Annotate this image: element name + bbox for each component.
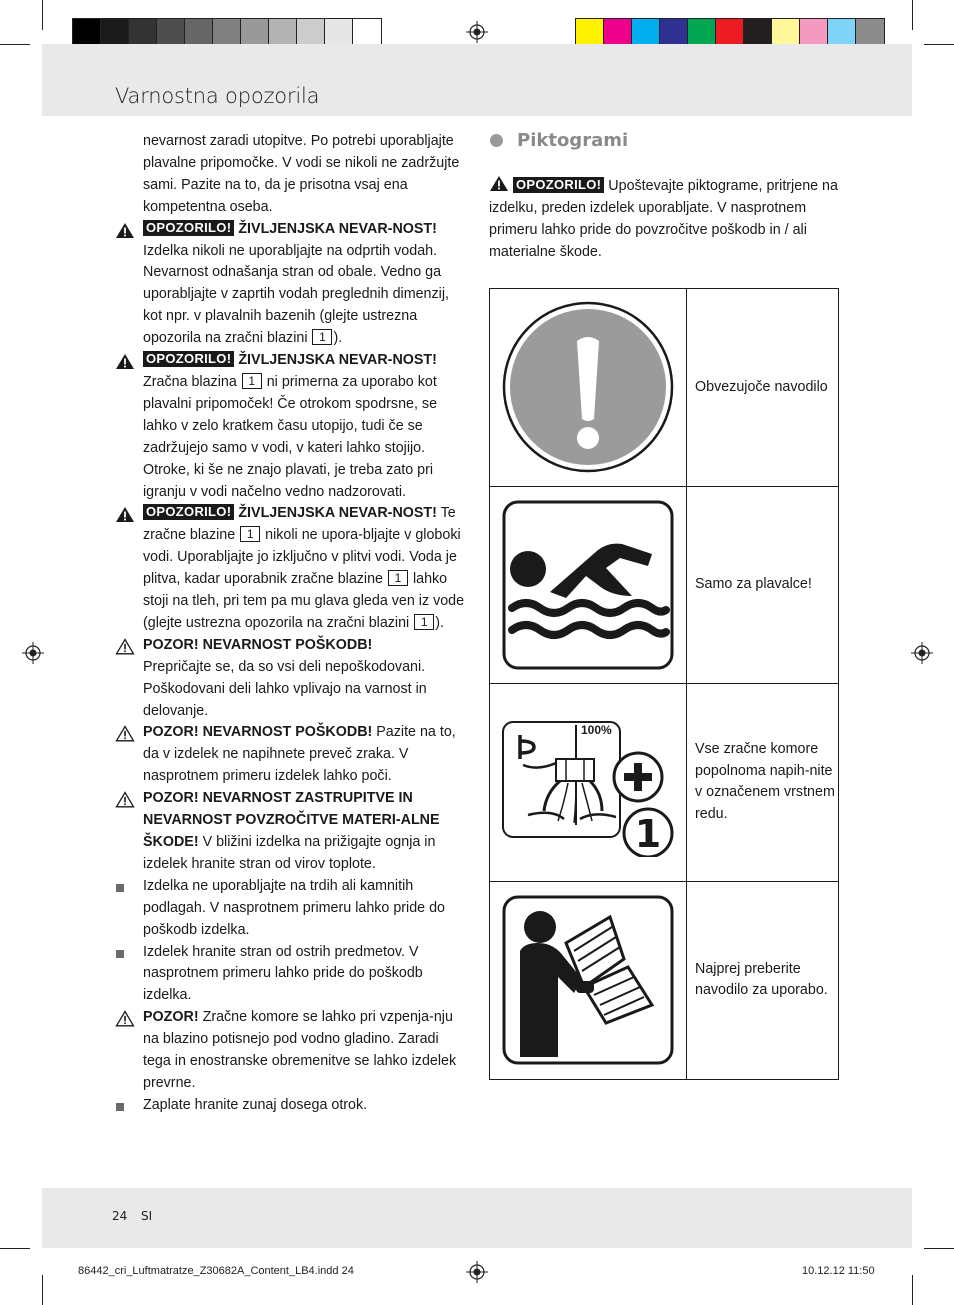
warning-paragraph: OPOZORILO! ŽIVLJENJSKA NEVAR-NOST! Zračna blazina 1 ni primerna za uporabo kot plavalni pripomoček! Če otrokom spodrsne, se lahko v zelo kratkem času utopijo, tudi če se zadržujejo samo v vodi, v kateri lahko stojijo. Otroke, ki še ne znajo plavati, je treba zato pri igranju v vodi načelno vedno nadzorovati.	[115, 350, 467, 503]
list-item: Izdelek hranite stran od ostrih predmetov. V nasprotnem primeru lahko pride do poškodb izdelka.	[115, 942, 467, 1008]
part-reference: 1	[242, 373, 262, 389]
warning-badge: OPOZORILO!	[143, 220, 234, 236]
footer-band	[42, 1188, 912, 1248]
caution-paragraph: POZOR! Zračne komore se lahko pri vzpenja-nju na blazino potisnejo pod vodno gladino. Zaradi tega in enostranske obremenitve se lahko izdelek prevrne.	[115, 1007, 467, 1095]
warning-triangle-filled-icon	[489, 175, 509, 192]
warning-triangle-filled-icon	[115, 353, 135, 370]
color-swatch	[632, 19, 660, 45]
part-reference: 1	[414, 614, 434, 630]
color-swatch	[688, 19, 716, 45]
color-swatch	[604, 19, 632, 45]
mandatory-instruction-icon	[502, 301, 674, 473]
swimmer-icon	[502, 500, 674, 670]
color-swatch	[129, 19, 157, 45]
table-row	[490, 882, 838, 1080]
registration-mark-icon	[911, 642, 933, 664]
pictogram-label: Vse zračne komore popolnoma napih-nite v označenem vrstnem redu.	[695, 741, 835, 822]
pictogram-label: Najprej preberite navodilo za uporabo.	[695, 960, 828, 999]
warning-triangle-filled-icon	[115, 506, 135, 523]
color-swatch	[269, 19, 297, 45]
color-swatch	[157, 19, 185, 45]
pictogram-cell	[490, 289, 687, 486]
process-color-bar	[575, 18, 885, 46]
grayscale-color-bar	[72, 18, 382, 46]
pictogram-label: Samo za plavalce!	[695, 576, 812, 592]
table-row	[490, 487, 838, 685]
color-swatch	[716, 19, 744, 45]
list-item: Izdelka ne uporabljajte na trdih ali kamnitih podlagah. V nasprotnem primeru lahko pride do poškodb izdelka.	[115, 876, 467, 942]
color-swatch	[576, 19, 604, 45]
caution-triangle-icon	[115, 791, 135, 808]
color-swatch	[744, 19, 772, 45]
color-swatch	[353, 19, 381, 45]
caution-paragraph: POZOR! NEVARNOST POŠKODB! Pazite na to, da v izdelek ne napihnete preveč zraka. V nasprotnem primeru izdelek lahko poči.	[115, 722, 467, 788]
list-item: Zaplate hranite zunaj dosega otrok.	[115, 1095, 467, 1117]
pictograms-intro: OPOZORILO! Upoštevajte piktograme, pritrjene na izdelku, preden izdelek uporabljate. V nasprotnem primeru lahko pride do povzročitve poškodb in / ali materialne škode.	[489, 177, 838, 260]
crop-mark	[0, 1248, 30, 1249]
page-title: Varnostna opozorila	[115, 84, 320, 108]
caution-triangle-icon	[115, 1010, 135, 1027]
table-row	[490, 289, 838, 487]
registration-mark-icon	[466, 1261, 488, 1283]
warning-paragraph: OPOZORILO! ŽIVLJENJSKA NEVAR-NOST! Te zračne blazine 1 nikoli ne upora-bljajte v globoki vodi. Uporabljajte jo izključno v plitvi vodi. Voda je plitva, kadar uporabnik zračne blazine 1 lahko stoji na tleh, pri tem pa mu glava gleda ven iz vode (glejte ustrezna opozorila na zračni blazini 1 ).	[115, 503, 467, 634]
inflation-chambers-icon	[498, 707, 678, 857]
color-swatch	[73, 19, 101, 45]
crop-mark	[42, 0, 43, 30]
page-language: SI	[141, 1209, 153, 1223]
pictogram-cell	[490, 684, 687, 881]
bullet-square-icon	[116, 950, 124, 958]
color-swatch	[101, 19, 129, 45]
pictogram-label: Obvezujoče navodilo	[695, 378, 828, 395]
crop-mark	[0, 44, 30, 45]
pictogram-cell	[490, 882, 687, 1080]
color-swatch	[241, 19, 269, 45]
warning-badge: OPOZORILO!	[143, 504, 234, 520]
inflation-percent-label: 100%	[581, 723, 612, 738]
color-swatch	[185, 19, 213, 45]
bullet-square-icon	[116, 884, 124, 892]
crop-mark	[924, 1248, 954, 1249]
registration-mark-icon	[466, 21, 488, 43]
crop-mark	[912, 1275, 913, 1305]
color-swatch	[772, 19, 800, 45]
inflation-order-number: 1	[634, 812, 662, 857]
color-swatch	[297, 19, 325, 45]
crop-mark	[924, 44, 954, 45]
page-number: 24	[112, 1209, 128, 1223]
color-swatch	[800, 19, 828, 45]
color-swatch	[856, 19, 884, 45]
color-swatch	[660, 19, 688, 45]
caution-paragraph: POZOR! NEVARNOST POŠKODB! Prepričajte se, da so vsi deli nepoškodovani. Poškodovani deli lahko vplivajo na varnost in delovanje.	[115, 635, 467, 723]
warning-badge: OPOZORILO!	[143, 351, 234, 367]
warning-triangle-filled-icon	[115, 222, 135, 239]
caution-triangle-icon	[115, 725, 135, 742]
safety-warnings-column	[115, 131, 467, 1117]
warning-paragraph: OPOZORILO! ŽIVLJENJSKA NEVAR-NOST! Izdelka nikoli ne uporabljajte na odprtih vodah. Nevarnost odnašanja stran od obale. Vedno ga uporabljajte v zaprtih vodah preglednih dimenzij, kot npr. v plavalnih bazenih (glejte ustrezna opozorila na zračni blazini 1 ).	[115, 219, 467, 350]
warning-badge: OPOZORILO!	[513, 177, 604, 193]
caution-triangle-icon	[115, 638, 135, 655]
read-manual-icon	[502, 895, 674, 1065]
bullet-square-icon	[116, 1103, 124, 1111]
part-reference: 1	[388, 570, 408, 586]
section-title: Piktogrami	[517, 130, 629, 151]
section-heading	[490, 130, 628, 151]
registration-mark-icon	[22, 642, 44, 664]
part-reference: 1	[312, 329, 332, 345]
bullet-dot-icon	[490, 134, 503, 147]
print-slug-file: 86442_cri_Luftmatratze_Z30682A_Content_LB4.indd 24	[78, 1265, 354, 1277]
color-swatch	[213, 19, 241, 45]
pictogram-cell	[490, 487, 687, 684]
part-reference: 1	[240, 526, 260, 542]
pictogram-table	[489, 288, 839, 1080]
caution-paragraph: POZOR! NEVARNOST ZASTRUPITVE IN NEVARNOST POVZROČITVE MATERI-ALNE ŠKODE! V bližini izdelka na prižigajte ognja in izdelek hranite stran od virov toplote.	[115, 788, 467, 876]
crop-mark	[912, 0, 913, 30]
table-row	[490, 684, 838, 882]
color-swatch	[828, 19, 856, 45]
paragraph: nevarnost zaradi utopitve. Po potrebi uporabljajte plavalne pripomočke. V vodi se nikoli ne zadržujte sami. Pazite na to, da je prisotna vsaj ena kompetentna oseba.	[143, 133, 460, 215]
color-swatch	[325, 19, 353, 45]
print-slug-date: 10.12.12 11:50	[802, 1265, 875, 1277]
crop-mark	[42, 1275, 43, 1305]
